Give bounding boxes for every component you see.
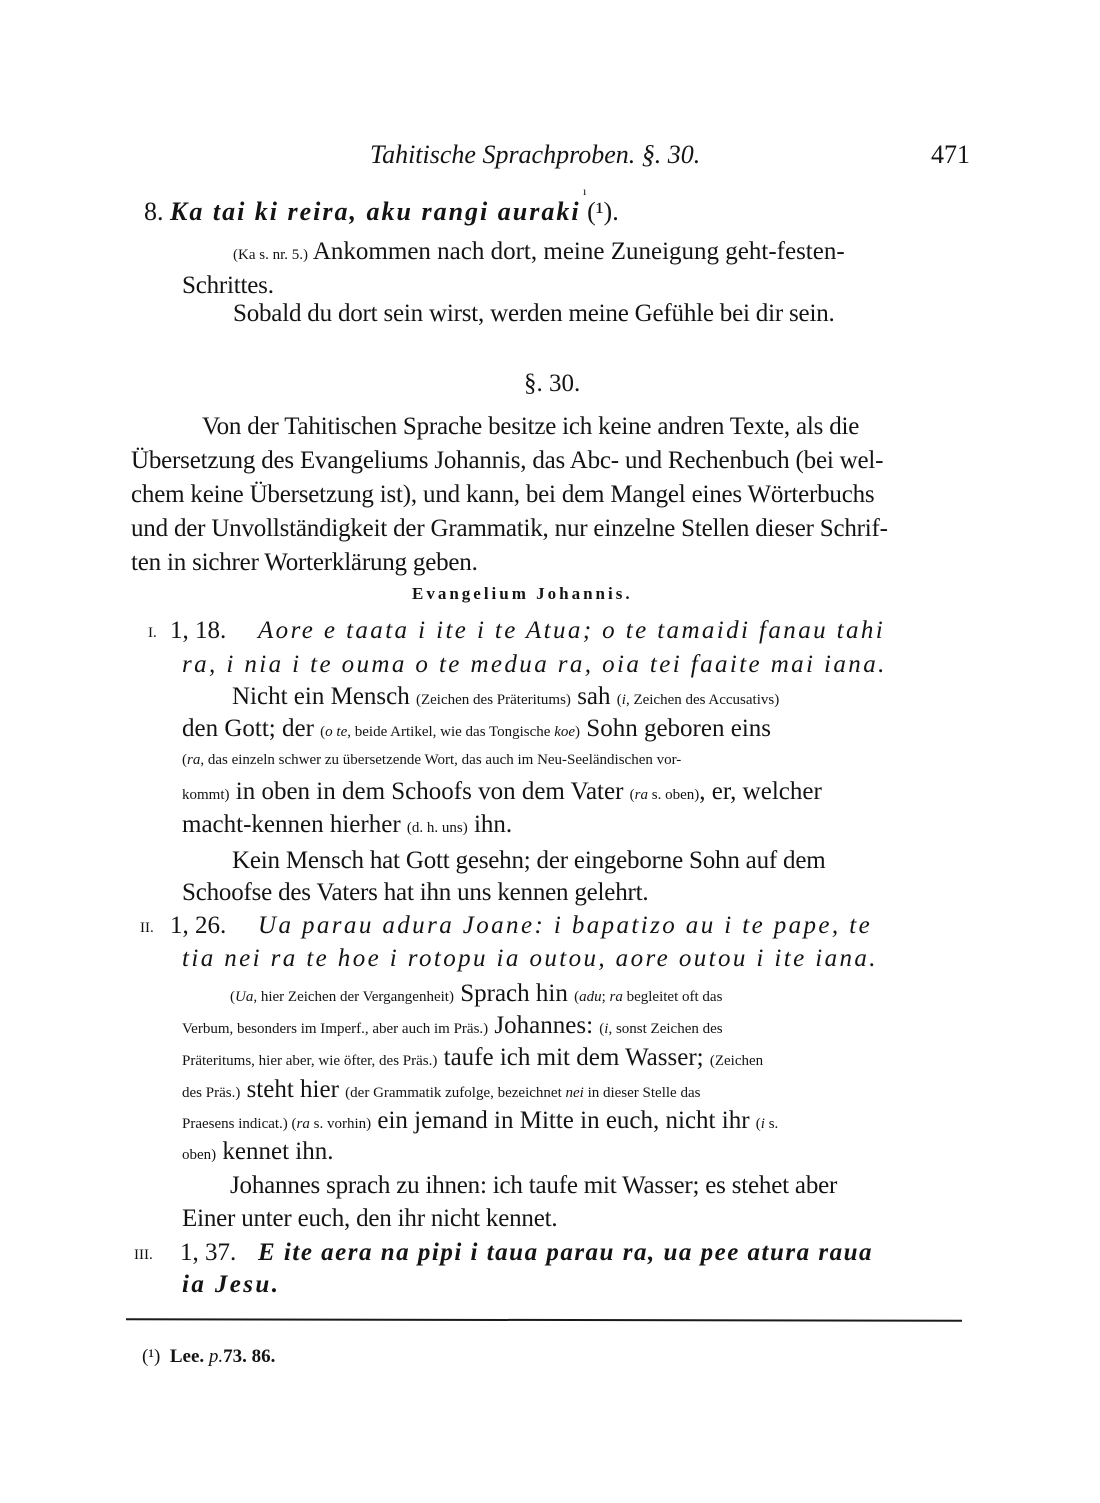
tahitian-phrase: Ka tai ki reira, aku rangi auraki (170, 197, 581, 226)
gloss-note-text: s. (768, 1116, 779, 1132)
gloss-word: den Gott; der (182, 715, 314, 742)
gloss-note: des Präs.) (182, 1085, 241, 1101)
gloss-note: (Zeichen (709, 1053, 764, 1069)
footnote-page-abbrev: p. (208, 1346, 224, 1367)
gloss-note-text: , beide Artikel, wie das Tongische (347, 724, 551, 740)
gloss-note: Präteritums, hier aber, wie öfter, des Präs.) (182, 1053, 438, 1069)
verse-gloss-line (182, 1138, 334, 1166)
accent-mark: ı (583, 184, 587, 198)
gloss-text: Ankommen nach dort, meine Zuneigung geht-festen- (312, 238, 845, 265)
verse-tahitian-line: ra, i nia i te ouma o te medua ra, oia tei faaite mai iana. (182, 651, 887, 678)
gloss-word: Sohn geboren eins (586, 715, 771, 742)
gloss-note (345, 1085, 700, 1101)
verse-gloss-line (232, 683, 779, 711)
gloss-abbrev: (Ka s. nr. 5.) (233, 247, 308, 263)
verse-roman-numeral: II. (140, 920, 154, 936)
footnote-text: Lee. (169, 1346, 205, 1367)
page-number: 471 (931, 140, 970, 169)
paren: ( (599, 1021, 605, 1037)
gloss-note: (d. h. uns) (406, 820, 468, 836)
gloss-note (320, 724, 580, 740)
paragraph-line: Von der Tahitischen Sprache besitze ich keine andren Texte, als die (202, 413, 860, 440)
gloss-note (230, 989, 454, 1005)
gloss-word: kennet ihn. (222, 1138, 334, 1165)
verse-gloss-line (182, 1076, 700, 1104)
gloss-note-text: , hier Zeichen der Vergangenheit) (253, 989, 454, 1005)
verse-roman-numeral: III. (134, 1247, 153, 1263)
gloss-note (574, 989, 722, 1005)
verse-reference: 1, 18. (170, 617, 227, 644)
gloss-note-text: begleitet oft das (626, 989, 723, 1005)
paren: ( (755, 1116, 761, 1132)
running-title: Tahitische Sprachproben. §. 30. (370, 140, 701, 169)
verse-tahitian-line: E ite aera na pipi i taua parau ra, ua pee atura raua (258, 1239, 873, 1266)
footnote-pages: 73. 86. (223, 1346, 276, 1367)
paren: ( (230, 989, 235, 1005)
gloss-note-text: Praesens indicat.) ( (182, 1116, 297, 1132)
footnote (142, 1346, 275, 1368)
gloss-note (617, 692, 779, 708)
gloss-note (182, 1116, 371, 1132)
verse-roman-numeral: I. (148, 625, 157, 641)
verse-gloss-line (182, 1107, 778, 1135)
gloss-word: ihn. (473, 811, 513, 838)
footnote-marker: (¹) (142, 1346, 161, 1367)
gloss-word: ein jemand in Mitte in euch, nicht ihr (377, 1107, 750, 1134)
subheading: Evangelium Johannis. (412, 584, 633, 603)
verse-gloss-line (230, 980, 722, 1008)
gloss-word: sah (577, 683, 611, 710)
entry-8-translation: Sobald du dort sein wirst, werden meine Gefühle bei dir sein. (233, 300, 835, 327)
gloss-note-text: s. oben) (651, 787, 700, 803)
gloss-term: i (760, 1116, 765, 1132)
verse-gloss-line (182, 778, 822, 806)
gloss-note-text: , das einzeln schwer zu übersetzende Wort, das auch im Neu-Seeländischen vor- (200, 752, 682, 768)
gloss-term: adu (579, 989, 602, 1005)
gloss-term: ra (296, 1116, 310, 1132)
paragraph-line: Übersetzung des Evangeliums Johannis, das Abc- und Rechenbuch (bei wel- (131, 447, 884, 474)
gloss-term: nei (565, 1085, 584, 1101)
entry-8-gloss-continuation: Schrittes. (182, 272, 274, 299)
verse-tahitian-line: Ua parau adura Joane: i bapatizo au i te pape, te (258, 912, 873, 939)
footnote-divider (126, 1318, 962, 1321)
verse-gloss-line (182, 1044, 763, 1072)
gloss-word: steht hier (246, 1076, 339, 1103)
gloss-note: oben) (182, 1147, 217, 1163)
verse-tahitian-line: Aore e taata i ite i te Atua; o te tamaidi fanau tahi (258, 617, 886, 644)
entry-number: 8. (144, 197, 164, 226)
verse-translation-line: Kein Mensch hat Gott gesehn; der eingeborne Sohn auf dem (232, 847, 826, 874)
gloss-note-text: , sonst Zeichen des (608, 1021, 723, 1037)
paren: ( (182, 752, 187, 768)
verse-gloss-line (182, 752, 681, 769)
verse-reference: 1, 26. (170, 912, 227, 939)
gloss-term: ra (609, 989, 623, 1005)
section-heading: §. 30. (524, 370, 581, 397)
paragraph-line: ten in sichrer Worterklärung geben. (131, 549, 478, 576)
gloss-note-text: in dieser Stelle das (587, 1085, 701, 1101)
gloss-note: kommt) (182, 787, 230, 803)
gloss-term: ra (634, 787, 649, 803)
gloss-word: in oben in dem Schoofs von dem Vater (235, 778, 624, 805)
verse-gloss-line (182, 715, 771, 743)
gloss-word: Johannes: (494, 1012, 594, 1039)
gloss-note (599, 1021, 722, 1037)
gloss-term: koe (554, 724, 576, 740)
gloss-word: taufe ich mit dem Wasser; (443, 1044, 704, 1071)
paren: ( (629, 787, 635, 803)
gloss-note: Verbum, besonders im Imperf., aber auch im Präs.) (182, 1021, 489, 1037)
gloss-note-text: (der Grammatik zufolge, bezeichnet (345, 1085, 562, 1101)
gloss-note (630, 787, 700, 803)
verse-tahitian-line: tia nei ra te hoe i rotopu ia outou, aore outou i ite iana. (182, 945, 878, 972)
paragraph-line: und der Unvollständigkeit der Grammatik, nur einzelne Stellen dieser Schrif- (131, 515, 888, 542)
paren: ( (320, 724, 326, 740)
verse-tahitian-line: ia Jesu. (182, 1271, 281, 1298)
verse-gloss-line (182, 1012, 723, 1040)
gloss-term: o te (325, 724, 348, 740)
verse-translation-line: Schoofse des Vaters hat ihn uns kennen gelehrt. (182, 879, 649, 906)
gloss-word: , er, welcher (699, 778, 822, 805)
gloss-word: Sprach hin (460, 980, 568, 1007)
paren: ( (616, 692, 622, 708)
gloss-term: i (604, 1021, 609, 1037)
gloss-note-text: ; (601, 989, 606, 1005)
gloss-word: Nicht ein Mensch (232, 683, 410, 710)
entry-8-line (144, 197, 619, 227)
verse-translation-line: Einer unter euch, den ihr nicht kennet. (182, 1205, 558, 1232)
footnote-reference: (¹). (587, 197, 619, 226)
gloss-term: i (621, 692, 626, 708)
gloss-note-text: , Zeichen des Accusativs) (625, 692, 780, 708)
gloss-note-text: s. vorhin) (313, 1116, 372, 1132)
verse-gloss-line (182, 811, 512, 839)
gloss-note (756, 1116, 779, 1132)
gloss-term: ra (187, 752, 201, 768)
paragraph-line: chem keine Übersetzung ist), und kann, bei dem Mangel eines Wörterbuchs (131, 481, 875, 508)
gloss-word: macht-kennen hierher (182, 811, 401, 838)
entry-8-gloss-line (233, 238, 845, 266)
paren: ) (575, 724, 581, 740)
gloss-term: Ua (235, 989, 254, 1005)
verse-translation-line: Johannes sprach zu ihnen: ich taufe mit Wasser; es stehet aber (230, 1172, 838, 1199)
verse-reference: 1, 37. (180, 1239, 237, 1266)
paren: ( (574, 989, 580, 1005)
gloss-note: (Zeichen des Präteritums) (415, 692, 571, 708)
